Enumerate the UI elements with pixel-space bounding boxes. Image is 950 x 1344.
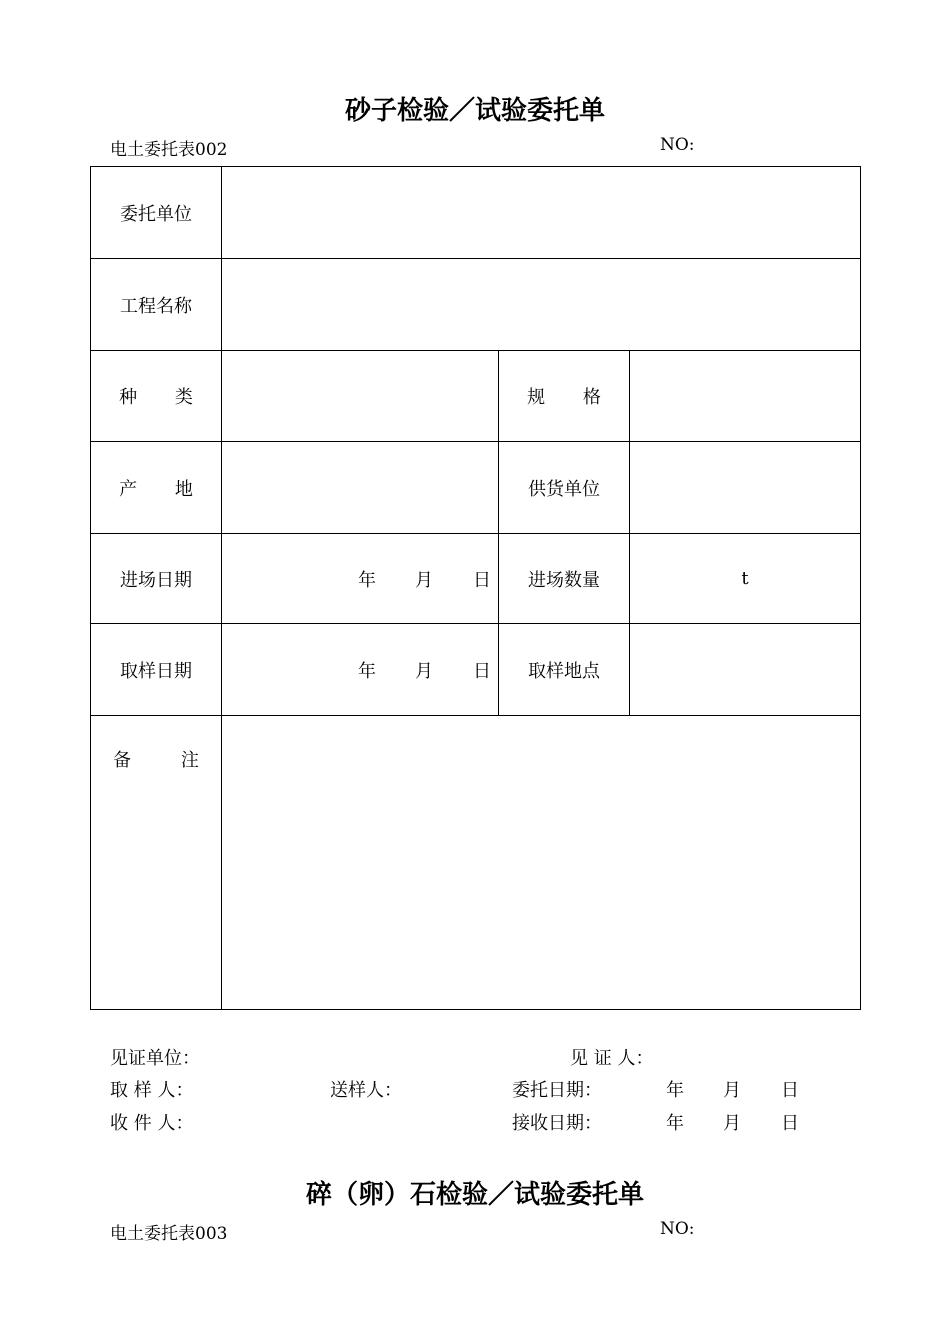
remarks-field[interactable] <box>222 716 861 1010</box>
form-number-label: NO: <box>660 135 695 155</box>
commission-date-label: 委托日期： <box>512 1080 602 1101</box>
supplier-field[interactable] <box>630 442 861 534</box>
spec-label: 规 格 <box>499 351 630 442</box>
entry-date-field[interactable] <box>222 534 499 624</box>
day-label: 日 <box>473 569 491 591</box>
project-field[interactable] <box>222 259 861 351</box>
witness-unit-label: 见证单位： <box>110 1048 200 1069</box>
supplier-label: 供货单位 <box>499 442 630 534</box>
month-label: 月 <box>415 569 433 591</box>
year-label: 年 <box>358 569 376 591</box>
second-form-number-label: NO: <box>660 1219 695 1239</box>
year-label: 年 <box>666 1080 684 1101</box>
client-label: 委托单位 <box>91 167 222 259</box>
year-label: 年 <box>666 1113 684 1134</box>
origin-label: 产 地 <box>91 442 222 534</box>
sample-place-label: 取样地点 <box>499 624 630 716</box>
second-form-title: 碎（卵）石检验／试验委托单 <box>305 1180 644 1210</box>
day-label: 日 <box>781 1113 799 1134</box>
spec-field[interactable] <box>630 351 861 442</box>
type-field[interactable] <box>222 351 499 442</box>
project-label: 工程名称 <box>91 259 222 351</box>
entry-qty-label: 进场数量 <box>499 534 630 624</box>
page-title: 砂子检验／试验委托单 <box>344 96 605 126</box>
sample-date-label: 取样日期 <box>91 624 222 716</box>
commission-form-table <box>90 166 861 1010</box>
origin-field[interactable] <box>222 442 499 534</box>
second-form-code: 电土委托表003 <box>110 1224 228 1244</box>
month-label: 月 <box>723 1113 741 1134</box>
form-code: 电土委托表002 <box>110 140 228 160</box>
entry-date-label: 进场日期 <box>91 534 222 624</box>
remarks-label: 备 注 <box>91 716 222 1010</box>
month-label: 月 <box>415 660 433 682</box>
receive-date-label: 接收日期： <box>512 1113 602 1134</box>
day-label: 日 <box>781 1080 799 1101</box>
day-label: 日 <box>473 660 491 682</box>
sample-date-field[interactable] <box>222 624 499 716</box>
entry-qty-field[interactable] <box>630 534 861 624</box>
sample-place-field[interactable] <box>630 624 861 716</box>
witness-person-label: 见 证 人： <box>570 1048 654 1069</box>
sender-label: 送样人： <box>330 1080 402 1101</box>
client-field[interactable] <box>222 167 861 259</box>
year-label: 年 <box>358 660 376 682</box>
month-label: 月 <box>723 1080 741 1101</box>
qty-unit: t <box>741 568 749 589</box>
sampler-label: 取 样 人： <box>110 1080 194 1101</box>
receiver-label: 收 件 人： <box>110 1113 194 1134</box>
type-label: 种 类 <box>91 351 222 442</box>
